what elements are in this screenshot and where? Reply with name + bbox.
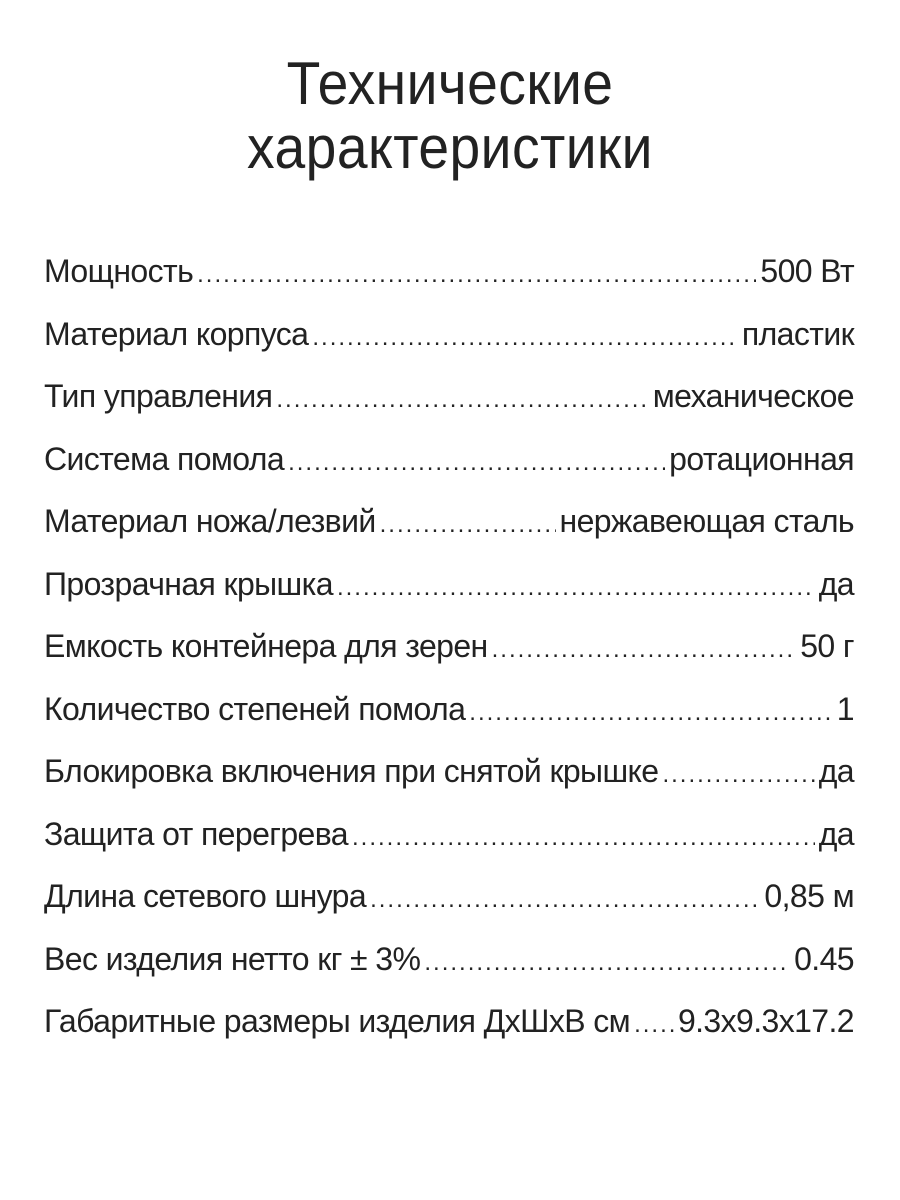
spec-row-power: [44, 240, 854, 303]
leader-dots: [492, 619, 797, 681]
page-title-line-1: Технические: [286, 50, 614, 117]
spec-value: 9.3x9.3x17.2: [677, 1003, 854, 1039]
spec-label: Габаритные размеры изделия ДхШхВ см: [44, 1003, 631, 1039]
spec-row-cord-length: [44, 865, 854, 928]
spec-row-control-type: [44, 365, 854, 428]
leader-dots: [662, 744, 814, 806]
spec-row-container-capacity: [44, 615, 854, 678]
leader-dots: [370, 869, 760, 931]
spec-label: Блокировка включения при снятой крышке: [44, 753, 659, 789]
leader-dots: [288, 432, 665, 494]
spec-label: Тип управления: [44, 378, 273, 414]
spec-value: 0.45: [794, 940, 854, 977]
spec-label: Вес изделия нетто кг ± 3%: [44, 940, 421, 977]
spec-list: [44, 240, 854, 1053]
spec-value: да: [818, 565, 854, 602]
leader-dots: [634, 994, 674, 1056]
spec-row-lid-lock: [44, 740, 854, 803]
spec-label: Материал корпуса: [44, 315, 309, 352]
spec-label: Система помола: [44, 440, 285, 477]
spec-row-overheat-protection: [44, 803, 854, 866]
page-title-line-2: характеристики: [247, 114, 653, 181]
spec-row-grinding-system: [44, 428, 854, 491]
spec-value: да: [818, 753, 854, 789]
spec-row-transparent-lid: [44, 553, 854, 616]
spec-value: 50 г: [800, 628, 854, 664]
page-title: [36, 52, 864, 180]
spec-value: 0,85 м: [764, 878, 854, 914]
spec-value: 500 Вт: [760, 253, 854, 289]
leader-dots: [337, 557, 815, 619]
leader-dots: [352, 807, 815, 869]
spec-value: нержавеющая сталь: [559, 503, 854, 539]
leader-dots: [380, 494, 556, 556]
spec-row-net-weight: [44, 928, 854, 991]
leader-dots: [469, 682, 833, 744]
spec-value: да: [818, 815, 854, 852]
spec-row-blade-material: [44, 490, 854, 553]
spec-label: Защита от перегрева: [44, 815, 348, 852]
spec-value: механическое: [652, 378, 854, 414]
spec-row-dimensions: [44, 990, 854, 1053]
spec-row-body-material: [44, 303, 854, 366]
spec-value: пластик: [741, 315, 854, 352]
spec-label: Количество степеней помола: [44, 690, 466, 727]
leader-dots: [197, 244, 756, 306]
leader-dots: [424, 932, 790, 994]
spec-label: Длина сетевого шнура: [44, 878, 367, 914]
spec-label: Прозрачная крышка: [44, 565, 333, 602]
leader-dots: [276, 369, 648, 431]
spec-value: 1: [836, 690, 854, 727]
leader-dots: [312, 307, 738, 369]
spec-row-grind-levels: [44, 678, 854, 741]
spec-label: Емкость контейнера для зерен: [44, 628, 488, 664]
spec-value: ротационная: [669, 440, 854, 477]
spec-label: Мощность: [44, 253, 194, 289]
spec-label: Материал ножа/лезвий: [44, 503, 376, 539]
